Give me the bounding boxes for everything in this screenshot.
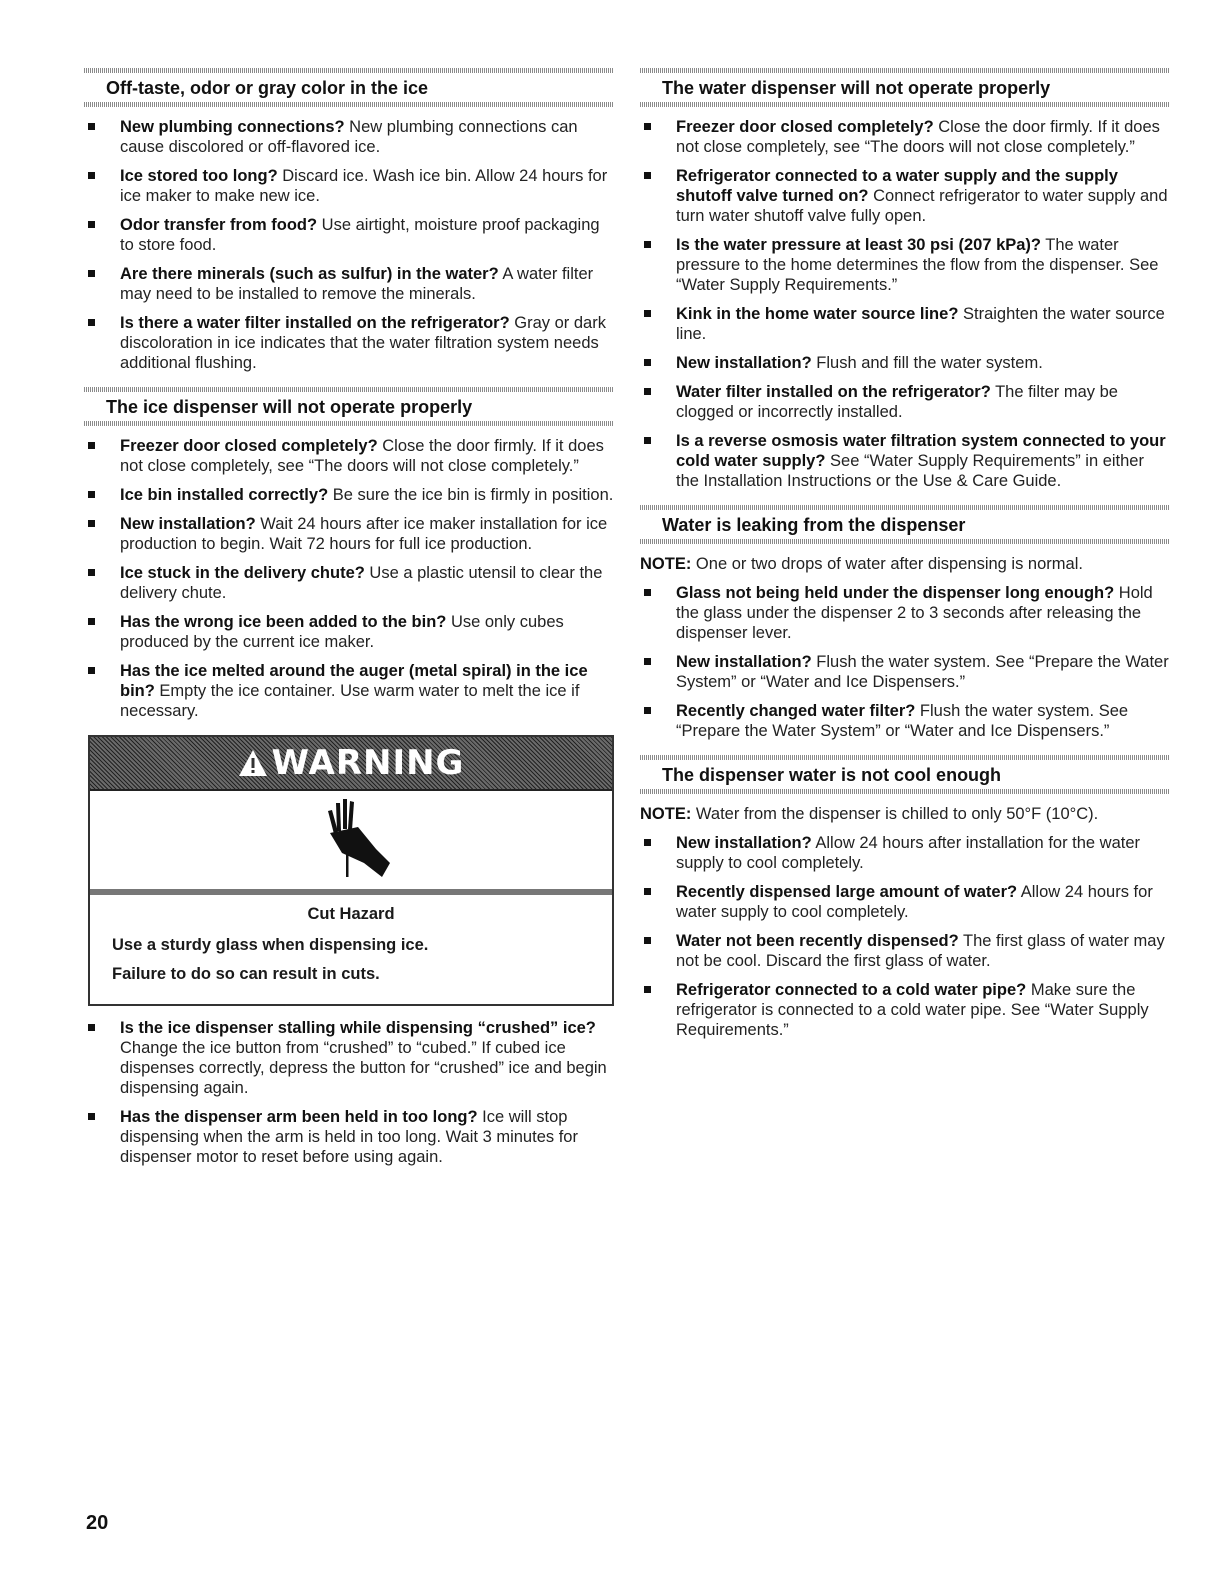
section-title: The water dispenser will not operate properly	[662, 78, 1051, 98]
section-water-dispenser	[640, 68, 1170, 491]
list-item: Freezer door closed completely? Close the door firmly. If it does not close completely, see “The doors will not close completely.”	[640, 117, 1170, 157]
warning-consequence: Failure to do so can result in cuts.	[112, 965, 380, 983]
list-item: Ice stuck in the delivery chute? Use a plastic utensil to clear the delivery chute.	[84, 563, 614, 603]
list-item: Has the ice melted around the auger (metal spiral) in the ice bin? Empty the ice container. Use warm water to melt the ice if necessary.	[84, 661, 614, 721]
list-item: Water filter installed on the refrigerator? The filter may be clogged or incorrectly installed.	[640, 382, 1170, 422]
bullet-list	[84, 436, 614, 721]
note: NOTE: One or two drops of water after dispensing is normal.	[640, 555, 1083, 573]
warning-box	[88, 735, 614, 1006]
list-item: Are there minerals (such as sulfur) in the water? A water filter may need to be installed to remove the minerals.	[84, 264, 614, 304]
hazard-label: Cut Hazard	[307, 905, 395, 923]
bullet-list	[84, 1018, 614, 1167]
warning-header	[90, 737, 612, 791]
section-title: The dispenser water is not cool enough	[662, 765, 1002, 785]
section-ice-dispenser-cont	[84, 1018, 614, 1167]
list-item: Recently dispensed large amount of water? Allow 24 hours for water supply to cool completely.	[640, 882, 1170, 922]
section-header	[640, 505, 1170, 544]
left-column	[84, 68, 614, 1181]
page-number: 20	[86, 1512, 109, 1534]
list-item: Kink in the home water source line? Straighten the water source line.	[640, 304, 1170, 344]
list-item: Is the ice dispenser stalling while dispensing “crushed” ice? Change the ice button from “crushed” to “cubed.” If cubed ice dispenses correctly, depress the button for “crushed” ice and begin dispensing again.	[84, 1018, 614, 1098]
list-item: Is a reverse osmosis water filtration system connected to your cold water supply? See “Water Supply Requirements” in either the Installation Instructions or the Use & Care Guide.	[640, 431, 1170, 491]
list-item: New installation? Flush and fill the water system.	[640, 353, 1170, 373]
list-item: New plumbing connections? New plumbing connections can cause discolored or off-flavored ice.	[84, 117, 614, 157]
list-item: Refrigerator connected to a cold water pipe? Make sure the refrigerator is connected to a cold water pipe. See “Water Supply Requirements.”	[640, 980, 1170, 1040]
note: NOTE: Water from the dispenser is chilled to only 50°F (10°C).	[640, 805, 1099, 823]
list-item: Refrigerator connected to a water supply and the supply shutoff valve turned on? Connect refrigerator to water supply and turn water shutoff valve fully open.	[640, 166, 1170, 226]
section-header	[84, 387, 614, 426]
list-item: Has the dispenser arm been held in too long? Ice will stop dispensing when the arm is held in too long. Wait 3 minutes for dispenser motor to reset before using again.	[84, 1107, 614, 1167]
section-header	[640, 755, 1170, 794]
section-title: Off-taste, odor or gray color in the ice	[106, 78, 429, 98]
section-header	[640, 68, 1170, 107]
list-item: Recently changed water filter? Flush the water system. See “Prepare the Water System” or “Water and Ice Dispensers.”	[640, 701, 1170, 741]
list-item: Ice stored too long? Discard ice. Wash ice bin. Allow 24 hours for ice maker to make new ice.	[84, 166, 614, 206]
section-header	[84, 68, 614, 107]
warning-body	[90, 895, 612, 1004]
list-item: Has the wrong ice been added to the bin? Use only cubes produced by the current ice maker.	[84, 612, 614, 652]
list-item: Water not been recently dispensed? The first glass of water may not be cool. Discard the first glass of water.	[640, 931, 1170, 971]
warning-title: WARNING	[238, 743, 465, 783]
bullet-list	[640, 833, 1170, 1040]
right-column	[640, 68, 1170, 1054]
bullet-list	[640, 583, 1170, 741]
warning-pictogram	[90, 791, 612, 895]
bullet-list	[640, 117, 1170, 491]
list-item: Freezer door closed completely? Close the door firmly. If it does not close completely, see “The doors will not close completely.”	[84, 436, 614, 476]
list-item: New installation? Wait 24 hours after ice maker installation for ice production to begin. Wait 72 hours for full ice production.	[84, 514, 614, 554]
section-title: Water is leaking from the dispenser	[662, 515, 966, 535]
list-item: New installation? Flush the water system. See “Prepare the Water System” or “Water and Ice Dispensers.”	[640, 652, 1170, 692]
list-item: Ice bin installed correctly? Be sure the ice bin is firmly in position.	[84, 485, 614, 505]
bullet-list	[84, 117, 614, 373]
section-water-not-cool	[640, 755, 1170, 1040]
list-item: Odor transfer from food? Use airtight, moisture proof packaging to store food.	[84, 215, 614, 255]
list-item: New installation? Allow 24 hours after installation for the water supply to cool completely.	[640, 833, 1170, 873]
section-water-leaking	[640, 505, 1170, 741]
list-item: Is the water pressure at least 30 psi (207 kPa)? The water pressure to the home determines the flow from the dispenser. See “Water Supply Requirements.”	[640, 235, 1170, 295]
list-item: Is there a water filter installed on the refrigerator? Gray or dark discoloration in ice indicates that the water filtration system needs additional flushing.	[84, 313, 614, 373]
warning-triangle-icon	[238, 749, 268, 777]
section-ice-dispenser	[84, 387, 614, 721]
section-off-taste	[84, 68, 614, 373]
section-title: The ice dispenser will not operate properly	[106, 397, 473, 417]
warning-instruction: Use a sturdy glass when dispensing ice.	[112, 936, 429, 954]
cut-hand-icon	[306, 797, 396, 883]
list-item: Glass not being held under the dispenser long enough? Hold the glass under the dispenser 2 to 3 seconds after releasing the dispenser lever.	[640, 583, 1170, 643]
